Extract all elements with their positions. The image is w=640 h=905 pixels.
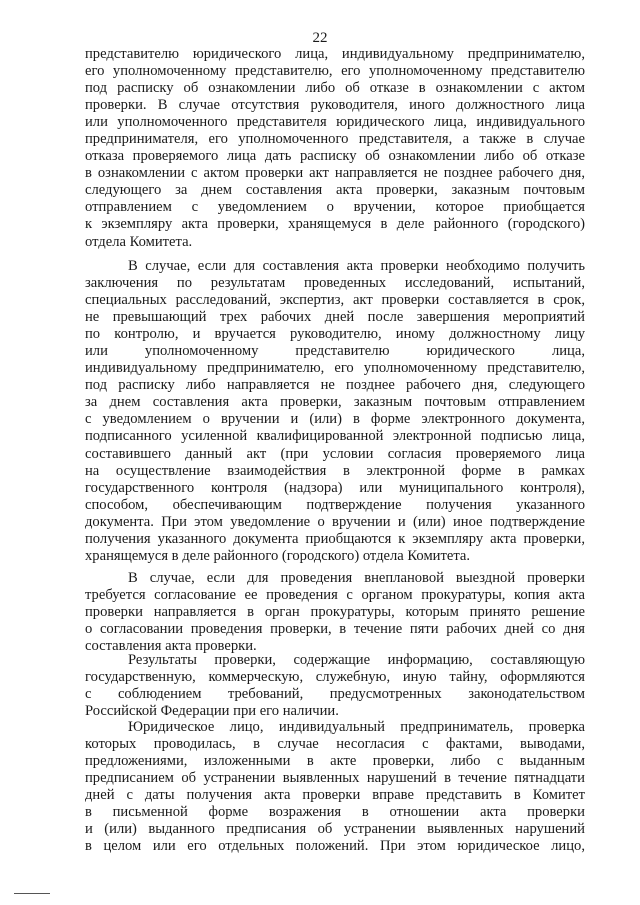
text-line: подписанного усиленной квалифицированной электронной подписью лица, (85, 428, 585, 445)
paragraph-secret-info (85, 652, 585, 720)
text-line: предпринимателя, его уполномоченного представителя, а также в случае (85, 131, 585, 148)
text-line: отправлением с уведомлением о вручении, которое приобщается (85, 199, 585, 216)
text-line: Юридическое лицо, индивидуальный предприниматель, проверка (128, 719, 585, 735)
text-line: предписанием об устранении выявленных нарушений в течение пятнадцати (85, 770, 585, 787)
page-number: 22 (312, 30, 328, 46)
text-line: отказа проверяемого лица дать расписку об ознакомлении либо об отказе (85, 148, 585, 165)
text-line: В случае, если для проведения внеплановой выездной проверки (128, 570, 585, 586)
text-line: способом, обеспечивающим подтверждение получения указанного (85, 496, 585, 513)
paragraph-prosecutor-copy (85, 570, 585, 655)
text-line: представителю юридического лица, индивидуальному предпринимателю, (85, 46, 585, 62)
paragraph-delivery-of-act (85, 46, 585, 251)
text-line: не превышающий трех рабочих дней после завершения мероприятий (85, 309, 585, 326)
text-line: о согласовании проведения проверки, в течение пяти рабочих дней со дня (85, 621, 585, 638)
text-line: требуется согласование ее проведения с органом прокуратуры, копия акта (85, 587, 585, 604)
text-line: получения указанного документа приобщаются к экземпляру акта проверки, (85, 530, 585, 547)
text-line: хранящемуся в деле районного (городского) отдела Комитета. (85, 547, 471, 564)
text-line: его уполномоченному представителю, его уполномоченному представителю (85, 63, 585, 80)
text-line: составления акта проверки. (85, 638, 257, 655)
text-line: предложениями, изложенными в акте проверки, либо с выданным (85, 753, 585, 770)
text-line: по контролю, и вручается руководителю, иному должностному лицу (85, 326, 585, 343)
text-line: проверки. В случае отсутствия руководителя, иного должностного лица (85, 97, 585, 114)
text-line: следующего за днем составления акта проверки, заказным почтовым (85, 182, 585, 199)
text-line: с уведомлением о вручении и (или) в форме электронного документа, (85, 411, 585, 428)
text-line: или уполномоченному представителю юридического лица, (85, 343, 585, 360)
paragraph-expert-conclusions (85, 258, 585, 565)
text-line: в письменной форме возражения в отношении акта проверки (85, 804, 585, 821)
text-line: В случае, если для составления акта проверки необходимо получить (128, 258, 585, 274)
text-line: заключения по результатам проведенных исследований, испытаний, (85, 275, 585, 292)
text-line: государственную, коммерческую, служебную, иную тайну, оформляются (85, 669, 585, 686)
text-line: индивидуальному предпринимателю, его уполномоченному представителю, (85, 360, 585, 377)
paragraph-objections (85, 719, 585, 855)
text-line: к экземпляру акта проверки, хранящемуся в деле районного (городского) (85, 216, 585, 233)
text-line: под расписку либо направляется не позднее рабочего дня, следующего (85, 377, 585, 394)
text-line: за днем составления акта проверки, заказным почтовым отправлением (85, 394, 585, 411)
text-line: которых проводилась, в случае несогласия с фактами, выводами, (85, 736, 585, 753)
text-line: проверки направляется в орган прокуратуры, которым принято решение (85, 604, 585, 621)
text-line: Российской Федерации при его наличии. (85, 703, 339, 720)
text-line: или уполномоченного представителя юридического лица, индивидуального (85, 114, 585, 131)
text-line: отдела Комитета. (85, 233, 193, 250)
text-line: в ознакомлении с актом проверки акт направляется не позднее рабочего дня, (85, 165, 585, 182)
text-line: дней с даты получения акта проверки вправе представить в Комитет (85, 787, 585, 804)
text-line: под расписку об ознакомлении либо об отказе в ознакомлении с актом (85, 80, 585, 97)
text-line: государственного контроля (надзора) или муниципального контроля), (85, 479, 585, 496)
text-line: специальных расследований, экспертиз, акт проверки составляется в срок, (85, 292, 585, 309)
text-line: документа. При этом уведомление о вручении и (или) иное подтверждение (85, 513, 585, 530)
text-line: в целом или его отдельных положений. При этом юридическое лицо, (85, 838, 585, 855)
footer-divider (14, 893, 50, 894)
text-line: с соблюдением требований, предусмотренных законодательством (85, 686, 585, 703)
text-line: на осуществление взаимодействия в электронной форме в рамках (85, 462, 585, 479)
text-line: составившего данный акт (при условии согласия проверяемого лица (85, 445, 585, 462)
text-line: и (или) выданного предписания об устранении выявленных нарушений (85, 821, 585, 838)
text-line: Результаты проверки, содержащие информацию, составляющую (128, 652, 585, 668)
